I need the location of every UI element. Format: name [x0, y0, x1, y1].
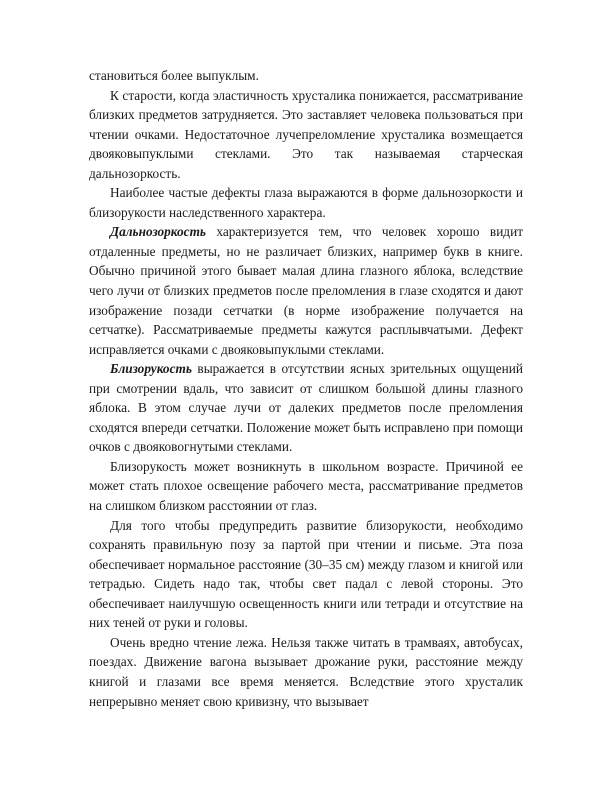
- paragraph-text: Для того чтобы предупредить развитие близорукости, необходимо сохранять правильную позу за партой при чтении и письме. Эта поза обеспечивает нормальное расстояние (30–35 см) между глазом и книгой или тетрадью. Сидеть надо так, чтобы свет падал с левой стороны. Это обеспечивает наилучшую освещенность книги или тетради и отсутствие на них теней от руки и головы.: [89, 517, 523, 631]
- term-farsightedness: Дальнозоркость: [110, 224, 206, 240]
- paragraph-text: К старости, когда эластичность хрусталика понижается, рассматривание близких предметов затрудняется. Это заставляет человека пользоваться при чтении очками. Недостаточное лучепреломление хрусталика возмещается двояковыпуклыми стеклами. Это так называемая старческая дальнозоркость.: [89, 87, 523, 181]
- paragraph-text: выражается в отсутствии ясных зрительных ощущений при смотрении вдаль, что зависит от слишком большой длины глазного яблока. В этом случае лучи от далеких предметов после преломления сходятся впереди сетчатки. Положение может быть исправлено при помощи очков с двояковогнутыми стеклами.: [89, 361, 523, 455]
- term-nearsightedness: Близорукость: [110, 361, 192, 377]
- document-page: [89, 66, 523, 711]
- paragraph-text: характеризуется тем, что человек хорошо видит отдаленные предметы, но не различает близких, например букв в книге. Обычно причиной этого бывает малая длина глазного яблока, вследствие чего лучи от близких предметов после преломления в глазе сходятся и дают изображение позади сетчатки (в норме изображение получается на сетчатке). Рассматриваемые предметы кажутся расплывчатыми. Дефект исправляется очками с двояковыпуклыми стеклами.: [89, 224, 523, 357]
- paragraph-farsightedness: [89, 222, 523, 359]
- paragraph-eye-defects: [89, 183, 523, 222]
- paragraph-continuation: [89, 66, 523, 86]
- paragraph-reading-lying: [89, 633, 523, 711]
- paragraph-nearsightedness: [89, 359, 523, 457]
- paragraph-text: Близорукость может возникнуть в школьном возрасте. Причиной ее может стать плохое освещение рабочего места, рассматривание предметов на слишком близком расстоянии от глаз.: [89, 458, 523, 514]
- paragraph-old-age-farsightedness: [89, 86, 523, 184]
- paragraph-prevention: [89, 516, 523, 633]
- paragraph-school-age: [89, 457, 523, 516]
- paragraph-text: Наиболее частые дефекты глаза выражаются в форме дальнозоркости и близорукости наследственного характера.: [89, 185, 523, 220]
- paragraph-text: Очень вредно чтение лежа. Нельзя также читать в трамваях, автобусах, поездах. Движение вагона вызывает дрожание руки, расстояние между книгой и глазами все время меняется. Вследствие этого хрусталик непрерывно меняет свою кривизну, что вызывает: [89, 634, 523, 709]
- paragraph-text: становиться более выпуклым.: [89, 68, 259, 83]
